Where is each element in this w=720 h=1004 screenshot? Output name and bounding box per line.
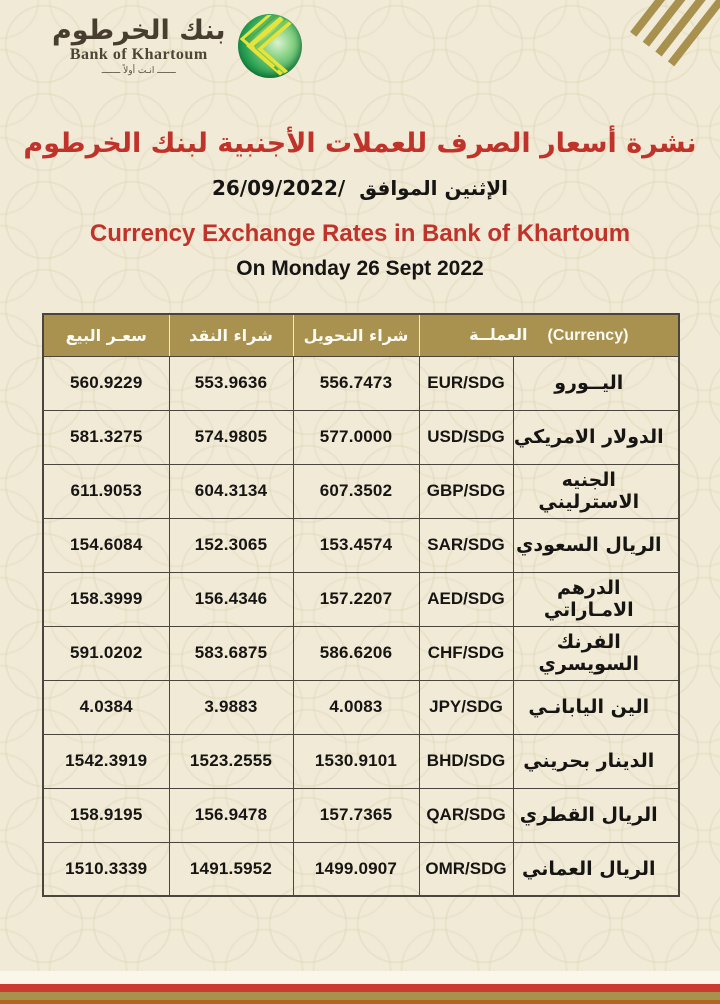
cash-buy-cell: 574.9805 xyxy=(169,410,293,464)
sale-price-cell: 158.3999 xyxy=(43,572,169,626)
bank-globe-chevron-icon xyxy=(238,14,302,78)
currency-name-cell: الجنيه الاسترليني xyxy=(513,464,679,518)
transfer-buy-cell: 153.4574 xyxy=(293,518,419,572)
sale-price-cell: 1510.3339 xyxy=(43,842,169,896)
rates-table xyxy=(42,313,680,897)
currency-name-cell: اليــورو xyxy=(513,356,679,410)
rate-row xyxy=(43,572,679,626)
currency-code-cell: GBP/SDG xyxy=(419,464,513,518)
transfer-buy-cell: 4.0083 xyxy=(293,680,419,734)
currency-code-cell: JPY/SDG xyxy=(419,680,513,734)
sale-price-cell: 591.0202 xyxy=(43,626,169,680)
header-cash-buy: شراء النقد xyxy=(169,314,293,356)
currency-code-cell: CHF/SDG xyxy=(419,626,513,680)
page-title-arabic: نشرة أسعار الصرف للعملات الأجنبية لبنك الخرطوم xyxy=(23,128,697,159)
rate-row xyxy=(43,842,679,896)
rate-row xyxy=(43,356,679,410)
header-currency-english: (Currency) xyxy=(547,327,629,345)
currency-name-cell: الريال العماني xyxy=(513,842,679,896)
currency-code-cell: USD/SDG xyxy=(419,410,513,464)
rate-row xyxy=(43,788,679,842)
cash-buy-cell: 1523.2555 xyxy=(169,734,293,788)
bank-tagline: ـــــــ انـت أولاً ـــــــ xyxy=(101,65,176,76)
bank-name-arabic: بنك الخرطوم xyxy=(52,15,226,47)
cash-buy-cell: 1491.5952 xyxy=(169,842,293,896)
bank-name-english: Bank of Khartoum xyxy=(69,45,208,63)
rate-row xyxy=(43,518,679,572)
sale-price-cell: 154.6084 xyxy=(43,518,169,572)
footer-decoration xyxy=(0,971,720,1004)
footer-brown-stripe xyxy=(0,1000,720,1004)
currency-name-cell: الدينار بحريني xyxy=(513,734,679,788)
currency-code-cell: BHD/SDG xyxy=(419,734,513,788)
header-transfer-buy: شراء التحويل xyxy=(293,314,419,356)
header-currency-arabic: العملــة xyxy=(469,325,528,345)
currency-code-cell: SAR/SDG xyxy=(419,518,513,572)
transfer-buy-cell: 1530.9101 xyxy=(293,734,419,788)
sale-price-cell: 581.3275 xyxy=(43,410,169,464)
rate-row xyxy=(43,410,679,464)
transfer-buy-cell: 586.6206 xyxy=(293,626,419,680)
date-value-arabic-line: 26/09/2022/ xyxy=(211,176,346,200)
transfer-buy-cell: 157.7365 xyxy=(293,788,419,842)
rates-tbody xyxy=(43,356,679,896)
sale-price-cell: 158.9195 xyxy=(43,788,169,842)
currency-code-cell: AED/SDG xyxy=(419,572,513,626)
currency-code-cell: EUR/SDG xyxy=(419,356,513,410)
footer-red-stripe xyxy=(0,984,720,992)
sale-price-cell: 560.9229 xyxy=(43,356,169,410)
sale-price-cell: 4.0384 xyxy=(43,680,169,734)
transfer-buy-cell: 607.3502 xyxy=(293,464,419,518)
rate-row xyxy=(43,734,679,788)
transfer-buy-cell: 157.2207 xyxy=(293,572,419,626)
currency-name-cell: الدرهم الامـاراتي xyxy=(513,572,679,626)
header-currency xyxy=(419,314,679,356)
currency-code-cell: QAR/SDG xyxy=(419,788,513,842)
rate-row xyxy=(43,626,679,680)
header-sale-price: سعـر البيع xyxy=(43,314,169,356)
date-label-arabic-line: الإثنين الموافق xyxy=(359,176,509,200)
cash-buy-cell: 156.9478 xyxy=(169,788,293,842)
currency-name-cell: الدولار الامريكي xyxy=(513,410,679,464)
corner-decoration-stripes-icon xyxy=(630,0,720,66)
currency-name-cell: الفرنك السويسري xyxy=(513,626,679,680)
cash-buy-cell: 583.6875 xyxy=(169,626,293,680)
transfer-buy-cell: 556.7473 xyxy=(293,356,419,410)
cash-buy-cell: 156.4346 xyxy=(169,572,293,626)
rate-row xyxy=(43,680,679,734)
date-line-arabic xyxy=(0,176,720,200)
page-title-english: Currency Exchange Rates in Bank of Khartoum xyxy=(89,220,631,247)
bank-logo-text xyxy=(52,16,226,76)
date-line-english: On Monday 26 Sept 2022 xyxy=(236,257,484,280)
table-header-row xyxy=(43,314,679,356)
sale-price-cell: 1542.3919 xyxy=(43,734,169,788)
transfer-buy-cell: 577.0000 xyxy=(293,410,419,464)
bank-logo xyxy=(52,14,302,78)
transfer-buy-cell: 1499.0907 xyxy=(293,842,419,896)
cash-buy-cell: 604.3134 xyxy=(169,464,293,518)
footer-light-band xyxy=(0,971,720,984)
currency-name-cell: الين اليابانـي xyxy=(513,680,679,734)
currency-name-cell: الريال السعودي xyxy=(513,518,679,572)
currency-code-cell: OMR/SDG xyxy=(419,842,513,896)
cash-buy-cell: 152.3065 xyxy=(169,518,293,572)
cash-buy-cell: 553.9636 xyxy=(169,356,293,410)
currency-name-cell: الريال القطري xyxy=(513,788,679,842)
rate-row xyxy=(43,464,679,518)
footer-gold-stripe xyxy=(0,992,720,1000)
sale-price-cell: 611.9053 xyxy=(43,464,169,518)
cash-buy-cell: 3.9883 xyxy=(169,680,293,734)
